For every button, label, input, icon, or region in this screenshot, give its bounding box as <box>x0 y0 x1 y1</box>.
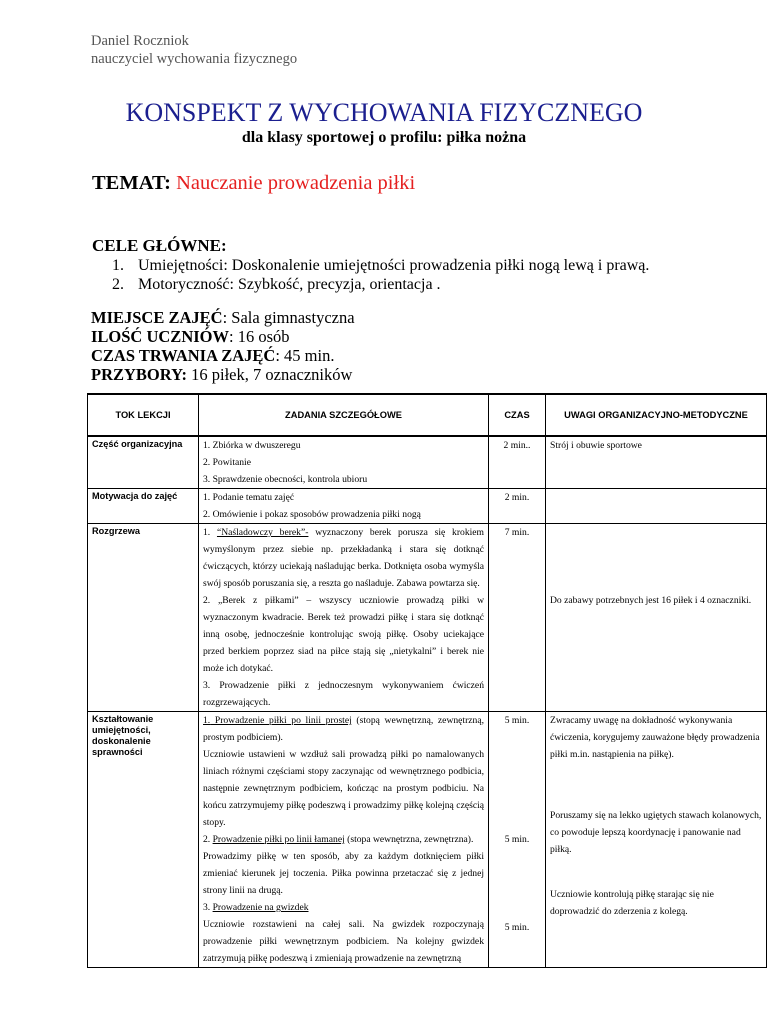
author-name: Daniel Roczniok <box>91 33 189 49</box>
task-text: wyznaczony berek porusza się krokiem wymyślonym przez siebie np. przekładanką i stara się dotknąć ćwiczących, którzy uciekają naśladując berka. Dotknięta osoba wymyśla swój sposób poruszania się, a reszta go naśladuje. Zabawa powtarza się. <box>203 527 484 589</box>
time-value: 5 min. <box>504 922 530 933</box>
task-paragraph <box>203 524 484 592</box>
lesson-info <box>91 308 355 384</box>
info-students-value: : 16 osób <box>229 327 290 346</box>
exercise-name: Prowadzenie piłki po linii prostej <box>210 715 352 726</box>
document-subtitle: dla klasy sportowej o profilu: piłka nożna <box>241 129 527 146</box>
info-equipment-label: PRZYBORY: <box>91 365 187 384</box>
table-row <box>88 524 767 712</box>
notes-cell <box>546 489 767 524</box>
info-place-label: MIEJSCE ZAJĘĆ <box>91 308 223 327</box>
time-cell <box>489 712 546 968</box>
time-value: 5 min. <box>504 834 530 845</box>
info-duration-label: CZAS TRWANIA ZAJĘĆ <box>91 346 276 365</box>
info-place-value: : Sala gimnastyczna <box>222 308 355 327</box>
lesson-table <box>87 393 767 968</box>
goals-list <box>92 256 649 294</box>
header-tok-lekcji: TOK LEKCJI <box>88 394 199 436</box>
task-paragraph: 3. Prowadzenie piłki z jednoczesnym wykonywaniem ćwiczeń rozgrzewających. <box>203 680 484 708</box>
exercise-title <box>203 899 484 916</box>
game-name: “Naśladowczy berek”- <box>216 527 309 538</box>
exercise-description: Uczniowie rozstawieni na całej sali. Na gwizdek rozpoczynają prowadzenie piłki wewnętrznym podbiciem. Na kolejny gwizdek zatrzymują piłkę podeszwą i zmieniają prowadzenie na zewnętrzną <box>203 919 484 964</box>
header-zadania: ZADANIA SZCZEGÓŁOWE <box>199 394 489 436</box>
exercise-number: 1. <box>203 715 211 726</box>
time-cell: 2 min.. <box>489 436 546 489</box>
task-number: 1. <box>203 527 217 538</box>
author-role: nauczyciel wychowania fizycznego <box>91 51 298 67</box>
exercise-name: Prowadzenie piłki po linii łamanej <box>212 834 345 845</box>
author-block <box>91 32 297 68</box>
document-title: KONSPEKT Z WYCHOWANIA FIZYCZNEGO <box>125 98 643 127</box>
exercise-title <box>203 831 484 848</box>
tasks-cell <box>199 436 489 489</box>
goal-number: 2. <box>112 276 124 293</box>
exercise-variant: (stopa wewnętrzna, zewnętrzna). <box>344 834 474 845</box>
info-duration <box>91 346 355 365</box>
section-cell: Część organizacyjna <box>88 436 199 489</box>
goals-heading: CELE GŁÓWNE: <box>92 236 227 255</box>
header-uwagi: UWAGI ORGANIZACYJNO-METODYCZNE <box>546 394 767 436</box>
info-students <box>91 327 355 346</box>
section-cell: Kształtowanie umiejętności, doskonalenie sprawności <box>88 712 199 968</box>
info-equipment <box>91 365 355 384</box>
exercise-description: Prowadzimy piłkę w ten sposób, aby za każdym dotknięciem piłki zmieniać kierunek jej toczenia. Piłka powinna przetaczać się z jednej strony linii na drugą. <box>203 851 484 896</box>
table-header-row <box>88 394 767 436</box>
header-czas: CZAS <box>489 394 546 436</box>
exercise-title <box>203 712 484 746</box>
info-equipment-value: 16 piłek, 7 oznaczników <box>187 365 353 384</box>
time-value: 5 min. <box>504 715 530 726</box>
exercise-variant: (stopą wewnętrzną, zewnętrzną, prostym podbiciem). <box>203 715 484 743</box>
task-line: 1. Zbiórka w dwuszeregu <box>203 440 301 451</box>
notes-cell <box>546 712 767 968</box>
table-row <box>88 436 767 489</box>
time-cell: 2 min. <box>489 489 546 524</box>
exercise-name: Prowadzenie na gwizdek <box>212 902 309 913</box>
task-line: 1. Podanie tematu zajęć <box>203 492 295 503</box>
notes-cell: Strój i obuwie sportowe <box>546 436 767 489</box>
table-row <box>88 712 767 968</box>
task-line: 2. Omówienie i pokaz sposobów prowadzenia piłki nogą <box>203 509 421 520</box>
notes-cell: Do zabawy potrzebnych jest 16 piłek i 4 oznaczniki. <box>546 524 767 712</box>
topic-line <box>92 170 415 196</box>
note-paragraph: Uczniowie kontrolują piłkę starając się nie doprowadzić do zderzenia z kolegą. <box>550 889 714 917</box>
goal-text: Umiejętności: Doskonalenie umiejętności prowadzenia piłki nogą lewą i prawą. <box>138 257 650 274</box>
tasks-cell <box>199 489 489 524</box>
info-students-label: ILOŚĆ UCZNIÓW <box>91 327 229 346</box>
exercise-number: 2. <box>203 834 213 845</box>
time-cell: 7 min. <box>489 524 546 712</box>
tasks-cell <box>199 712 489 968</box>
exercise-description: Uczniowie ustawieni w wzdłuż sali prowadzą piłki po namalowanych liniach różnymi częściami stopy zaczynając od wewnętrznego podbicia, następnie zewnętrznym podbiciem, kończąc na prostym podbiciu. Na końcu zatrzymujemy piłkę podeszwą i prowadzimy piłkę kolejną częścią stopy. <box>203 749 484 828</box>
exercise-number: 3. <box>203 902 213 913</box>
section-cell: Rozgrzewa <box>88 524 199 712</box>
section-cell: Motywacja do zajęć <box>88 489 199 524</box>
task-line: 2. Powitanie <box>203 457 251 468</box>
goal-text: Motoryczność: Szybkość, precyzja, orientacja . <box>138 276 441 293</box>
info-duration-value: : 45 min. <box>275 346 335 365</box>
goal-item <box>92 275 649 294</box>
goal-item <box>92 256 649 275</box>
tasks-cell <box>199 524 489 712</box>
note-paragraph: Poruszamy się na lekko ugiętych stawach kolanowych, co powoduje lepszą koordynację i panowanie nad piłką. <box>550 810 762 855</box>
task-line: 3. Sprawdzenie obecności, kontrola ubioru <box>203 474 368 485</box>
topic-value: Nauczanie prowadzenia piłki <box>176 172 416 194</box>
topic-label: TEMAT: <box>92 172 171 194</box>
note-paragraph: Zwracamy uwagę na dokładność wykonywania ćwiczenia, korygujemy zauważone błędy prowadzenia piłki m.in. nastąpienia na piłkę). <box>550 715 760 760</box>
info-place <box>91 308 355 327</box>
table-row <box>88 489 767 524</box>
task-paragraph: 2. „Berek z piłkami” – wszyscy uczniowie prowadzą piłki w wyznaczonym kwadracie. Berek też prowadzi piłkę i stara się dotknąć inną osobę, jednocześnie kontrolując swoją piłkę. Osoby uciekające przed berkiem poprzez siad na piłce stają się „nietykalni” i berek nie może ich dotykać. <box>203 595 484 674</box>
goal-number: 1. <box>112 257 124 274</box>
